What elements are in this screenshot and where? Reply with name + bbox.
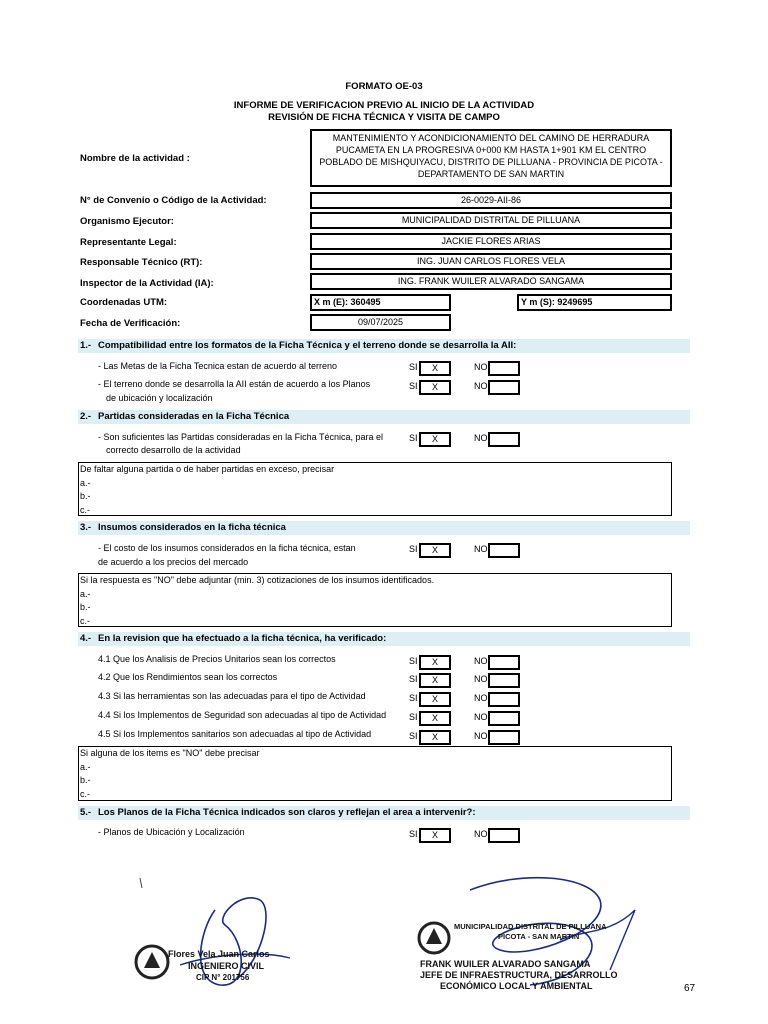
- item-text: 4.5 Si los Implementos sanitarios son adecuadas al tipo de Actividad: [98, 729, 372, 739]
- left-signer-cip: CIP N° 201756: [196, 973, 250, 982]
- section-1-header: [78, 339, 690, 353]
- yes-label: SI: [409, 829, 418, 839]
- yes-checkbox[interactable]: X: [419, 380, 451, 395]
- activity-label: Nombre de la actividad :: [80, 153, 190, 164]
- agreement-label: N° de Convenio o Código de la Actividad:: [80, 195, 267, 206]
- yes-label: SI: [409, 362, 418, 372]
- yes-checkbox[interactable]: X: [419, 655, 451, 670]
- technical-responsible-label: Responsable Técnico (RT):: [80, 257, 203, 268]
- left-seal-emblem: [144, 952, 160, 968]
- executor-value: MUNICIPALIDAD DISTRITAL DE PILLUANA: [310, 212, 672, 229]
- note-line-c: c.-: [80, 788, 90, 799]
- no-checkbox[interactable]: [488, 730, 520, 745]
- no-label: NO: [474, 433, 488, 443]
- yes-label: SI: [409, 731, 418, 741]
- section-number: 1.-: [80, 340, 92, 351]
- no-label: NO: [474, 693, 488, 703]
- no-label: NO: [474, 829, 488, 839]
- yes-label: SI: [409, 433, 418, 443]
- inspector-label: Inspector de la Actividad (IA):: [80, 278, 214, 289]
- legal-rep-value: JACKIE FLORES ARIAS: [310, 233, 672, 250]
- no-checkbox[interactable]: [488, 692, 520, 707]
- yes-label: SI: [409, 674, 418, 684]
- utm-label: Coordenadas UTM:: [80, 297, 168, 308]
- section-3-header: [78, 521, 690, 535]
- no-checkbox[interactable]: [488, 673, 520, 688]
- right-signer-dept: ECONÓMICO LOCAL Y AMBIENTAL: [440, 981, 593, 991]
- item-text: 4.1 Que los Analisis de Precios Unitarios sean los correctos: [98, 654, 336, 664]
- section-title: Partidas consideradas en la Ficha Técnica: [98, 411, 290, 422]
- note-line-a: a.-: [80, 588, 91, 599]
- section-number: 4.-: [80, 633, 92, 644]
- inspector-value: ING. FRANK WUILER ALVARADO SANGAMA: [310, 273, 672, 290]
- yes-checkbox[interactable]: X: [419, 361, 451, 376]
- left-signer-title: INGENIERO CIVIL: [188, 961, 265, 971]
- yes-label: SI: [409, 544, 418, 554]
- item-text: correcto desarrollo de la actividad: [106, 445, 241, 455]
- section-4-note-box[interactable]: [78, 746, 672, 801]
- yes-checkbox[interactable]: X: [419, 711, 451, 726]
- utm-y-value: Y m (S): 9249695: [517, 294, 672, 311]
- no-label: NO: [474, 362, 488, 372]
- note-line-b: b.-: [80, 491, 91, 501]
- right-stamp-line2: PICOTA - SAN MARTIN: [498, 932, 580, 941]
- yes-checkbox[interactable]: X: [419, 543, 451, 558]
- note-line-a: a.-: [80, 477, 91, 488]
- section-title: Insumos considerados en la ficha técnica: [98, 522, 286, 533]
- item-text: de ubicación y localización: [106, 393, 213, 403]
- item-text: de acuerdo a los precios del mercado: [98, 557, 249, 567]
- note-line-a: a.-: [80, 761, 91, 772]
- item-text: - El terreno donde se desarrolla la AII están de acuerdo a los Planos: [98, 379, 371, 389]
- left-signer-name: Flores Vela Juan Carlos: [168, 949, 270, 959]
- item-text: - Planos de Ubicación y Localización: [98, 827, 245, 837]
- utm-x-value: X m (E): 360495: [310, 294, 451, 311]
- yes-checkbox[interactable]: X: [419, 730, 451, 745]
- note-line-c: c.-: [80, 615, 90, 626]
- activity-value: MANTENIMIENTO Y ACONDICIONAMIENTO DEL CAMINO DE HERRADURA PUCAMETA EN LA PROGRESIVA 0+000 KM HASTA 1+901 KM EL CENTRO POBLADO DE MISHQUIYACU, DISTRITO DE PILLUANA - PROVINCIA DE PICOTA - DEPARTAMENTO DE SAN MARTIN: [310, 129, 672, 187]
- item-text: - Son suficientes las Partidas consideradas en la Ficha Técnica, para el: [98, 432, 383, 442]
- no-checkbox[interactable]: [488, 543, 520, 558]
- no-label: NO: [474, 656, 488, 666]
- yes-label: SI: [409, 693, 418, 703]
- agreement-value: 26-0029-AII-86: [310, 192, 672, 209]
- no-label: NO: [474, 674, 488, 684]
- yes-label: SI: [409, 712, 418, 722]
- no-label: NO: [474, 544, 488, 554]
- section-number: 2.-: [80, 411, 92, 422]
- right-signer-title: JEFE DE INFRAESTRUCTURA, DESARROLLO: [420, 970, 618, 980]
- no-checkbox[interactable]: [488, 711, 520, 726]
- no-checkbox[interactable]: [488, 432, 520, 447]
- document-title: INFORME DE VERIFICACION PREVIO AL INICIO DE LA ACTIVIDAD: [233, 100, 535, 111]
- yes-checkbox[interactable]: X: [419, 828, 451, 843]
- note-instruction: Si alguna de los items es "NO" debe precisar: [80, 748, 260, 758]
- yes-checkbox[interactable]: X: [419, 432, 451, 447]
- date-label: Fecha de Verificación:: [80, 318, 181, 329]
- section-number: 5.-: [80, 807, 92, 818]
- document-subtitle: REVISIÓN DE FICHA TÉCNICA Y VISITA DE CAMPO: [268, 112, 500, 123]
- no-checkbox[interactable]: [488, 380, 520, 395]
- section-5-header: [78, 806, 690, 820]
- item-text: - El costo de los insumos considerados en la ficha técnica, estan: [98, 543, 356, 553]
- no-checkbox[interactable]: [488, 828, 520, 843]
- right-stamp-line1: MUNICIPALIDAD DISTRITAL DE PILLUANA: [454, 922, 607, 931]
- technical-responsible-value: ING. JUAN CARLOS FLORES VELA: [310, 253, 672, 270]
- section-2-header: [78, 410, 690, 424]
- item-text: 4.4 Si los Implementos de Seguridad son adecuadas al tipo de Actividad: [98, 710, 387, 720]
- page-number: 67: [684, 983, 696, 994]
- note-line-b: b.-: [80, 775, 91, 785]
- no-checkbox[interactable]: [488, 655, 520, 670]
- right-signer-name: FRANK WUILER ALVARADO SANGAMA: [420, 959, 591, 969]
- section-title: En la revision que ha efectuado a la ficha técnica, ha verificado:: [98, 633, 387, 644]
- section-title: Los Planos de la Ficha Técnica indicados son claros y reflejan el area a intervenir?:: [98, 807, 476, 818]
- note-line-b: b.-: [80, 602, 91, 612]
- section-4-header: [78, 632, 690, 646]
- no-checkbox[interactable]: [488, 361, 520, 376]
- no-label: NO: [474, 381, 488, 391]
- note-instruction: Si la respuesta es "NO" debe adjuntar (min. 3) cotizaciones de los insumos identificados.: [80, 575, 435, 585]
- item-text: 4.3 Si las herramientas son las adecuadas para el tipo de Actividad: [98, 691, 366, 701]
- section-2-note-box[interactable]: [78, 462, 672, 516]
- format-code: FORMATO OE-03: [345, 81, 423, 92]
- legal-rep-label: Representante Legal:: [80, 237, 177, 248]
- note-line-c: c.-: [80, 504, 90, 515]
- no-label: NO: [474, 731, 488, 741]
- yes-checkbox[interactable]: X: [419, 673, 451, 688]
- section-title: Compatibilidad entre los formatos de la Ficha Técnica y el terreno donde se desarrolla la AII:: [98, 340, 517, 351]
- item-text: - Las Metas de la Ficha Tecnica estan de acuerdo al terreno: [98, 361, 337, 371]
- item-text: 4.2 Que los Rendimientos sean los correctos: [98, 672, 278, 682]
- right-seal-emblem: [426, 928, 442, 944]
- yes-label: SI: [409, 656, 418, 666]
- yes-label: SI: [409, 381, 418, 391]
- date-value: 09/07/2025: [310, 314, 451, 331]
- section-3-note-box[interactable]: [78, 573, 672, 627]
- note-instruction: De faltar alguna partida o de haber partidas en exceso, precisar: [80, 464, 335, 474]
- yes-checkbox[interactable]: X: [419, 692, 451, 707]
- no-label: NO: [474, 712, 488, 722]
- executor-label: Organismo Ejecutor:: [80, 216, 174, 227]
- section-number: 3.-: [80, 522, 92, 533]
